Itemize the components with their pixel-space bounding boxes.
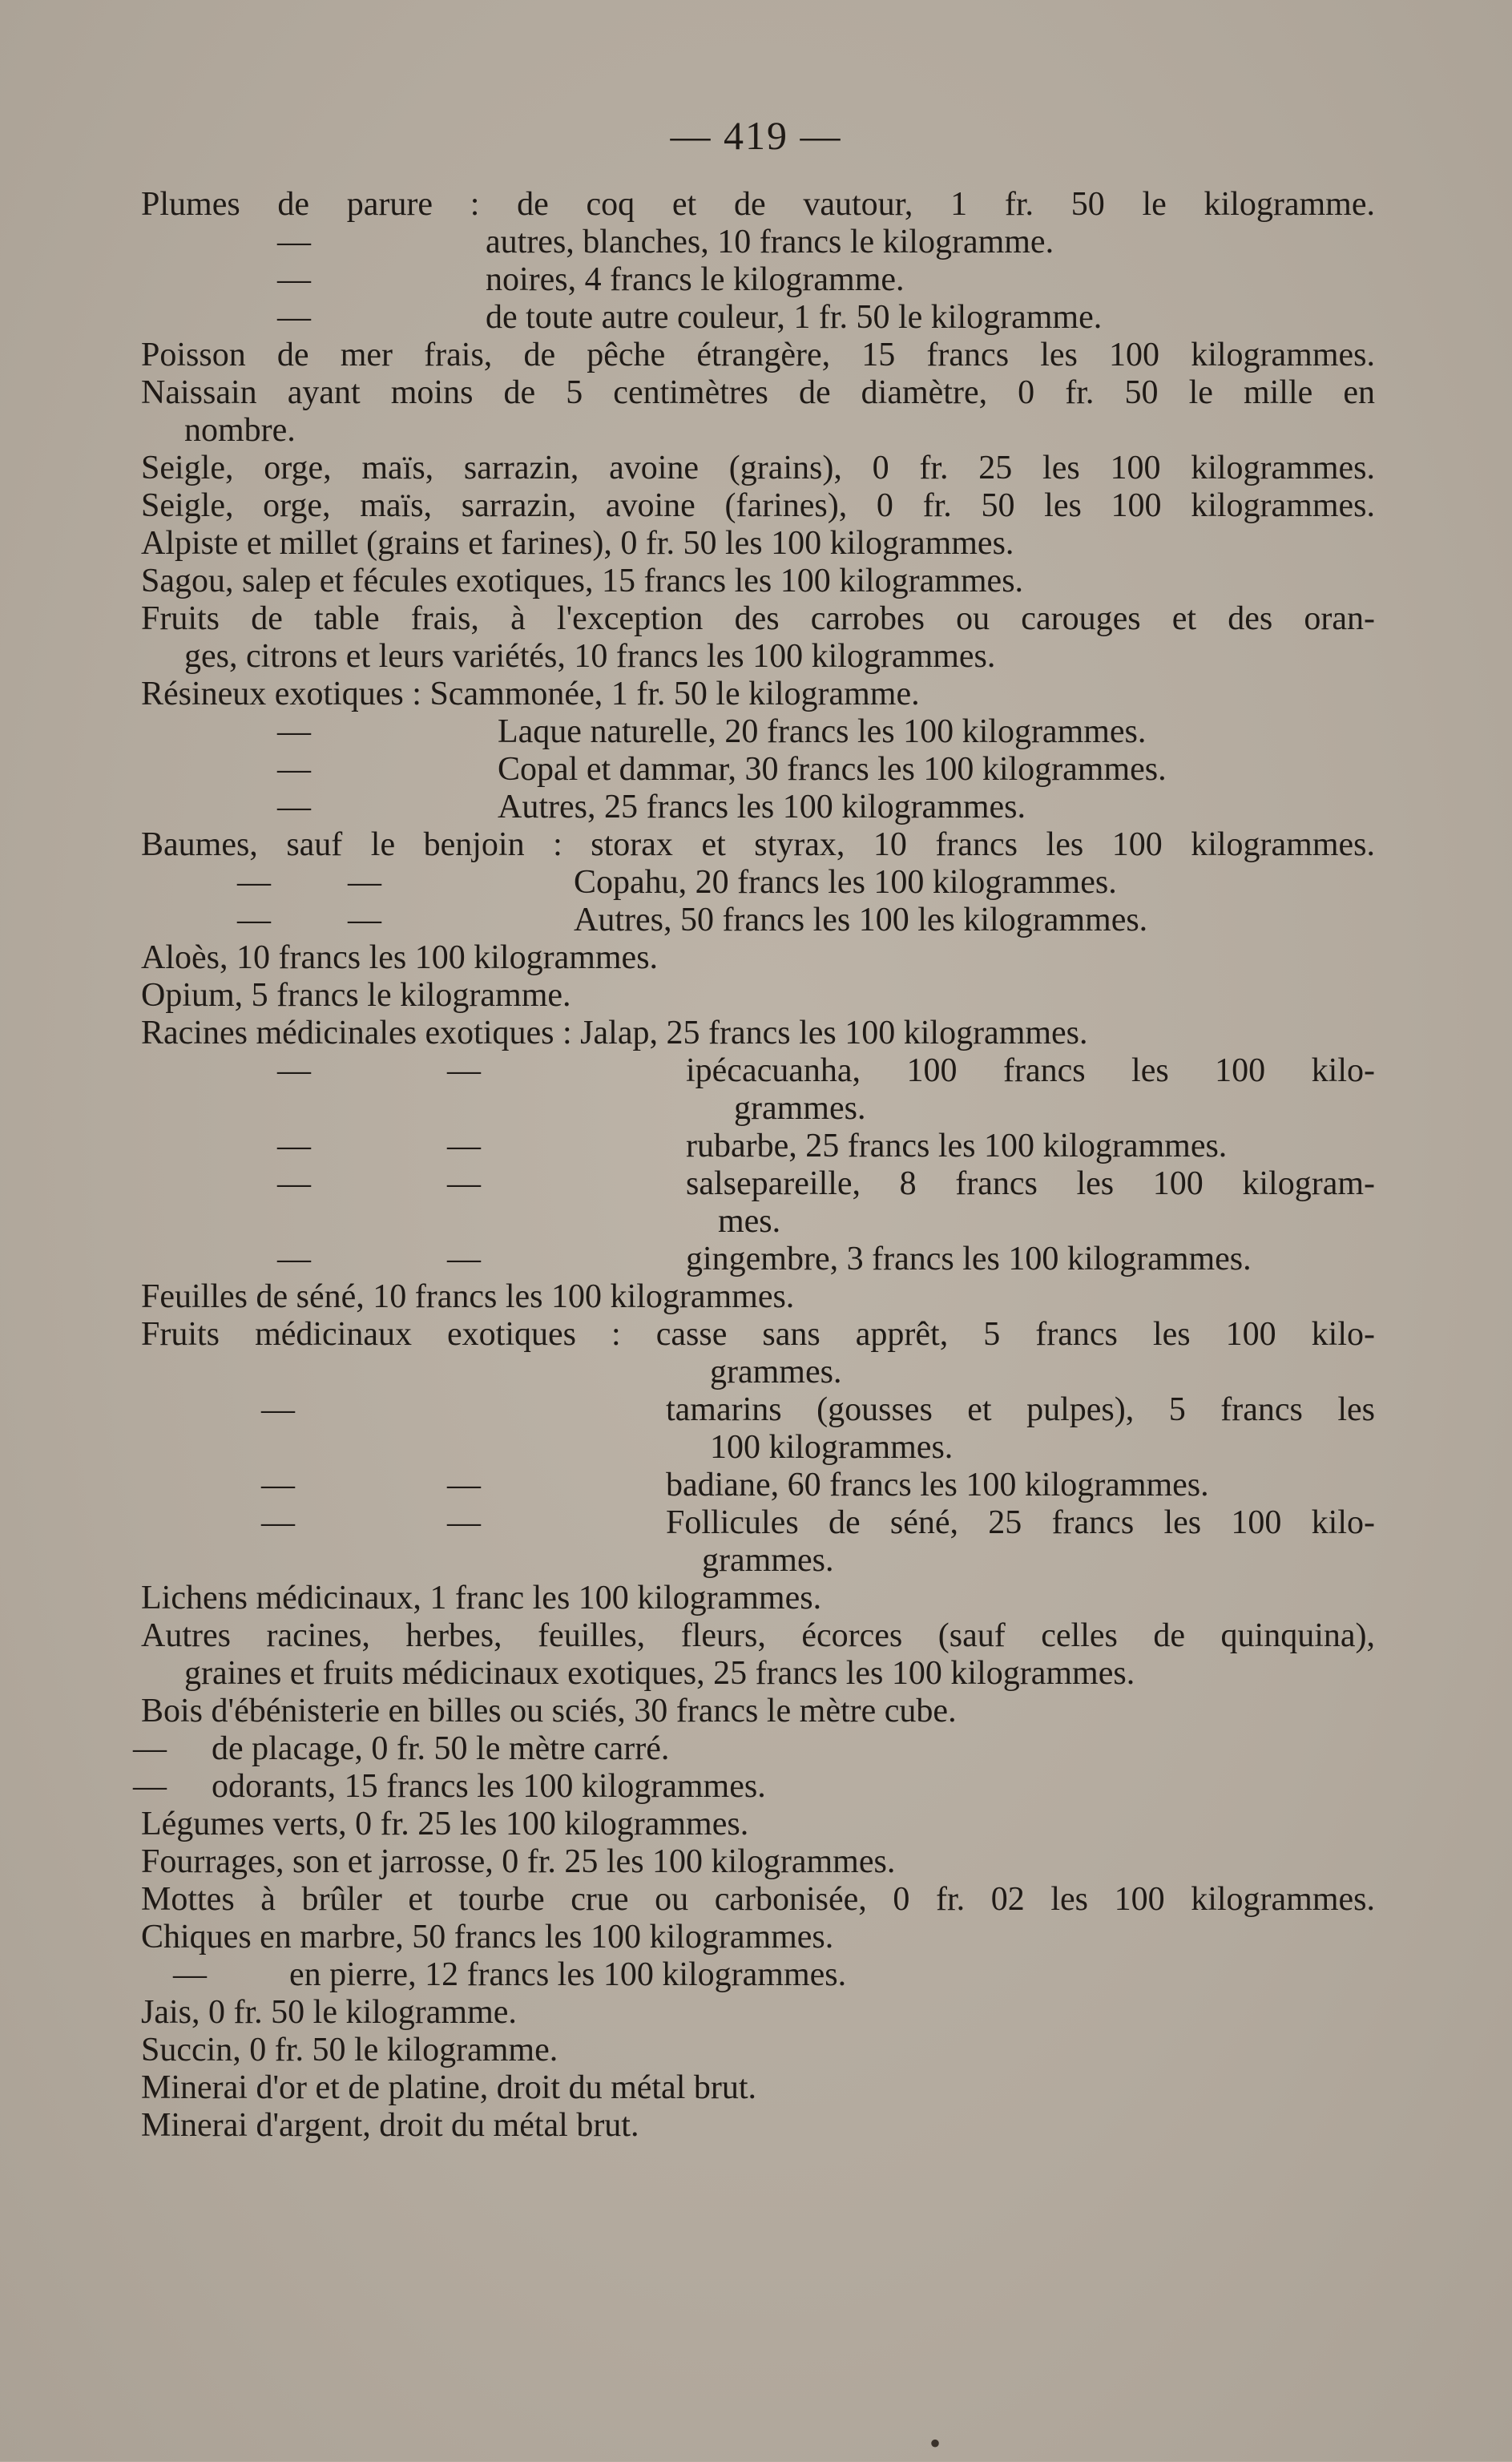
line-text: Follicules de séné, 25 francs les 100 kilo- bbox=[666, 1504, 1375, 1541]
line-text: nombre. bbox=[184, 412, 296, 449]
line-text: salsepareille, 8 francs les 100 kilogram- bbox=[686, 1165, 1375, 1202]
text-line bbox=[141, 1316, 1375, 1354]
text-line bbox=[141, 1881, 1375, 1919]
ditto-dash: — bbox=[133, 1730, 167, 1767]
ditto-dash: — bbox=[237, 902, 271, 938]
text-line bbox=[141, 186, 1375, 224]
text-line bbox=[141, 1278, 1375, 1316]
text-line bbox=[141, 1429, 1375, 1467]
line-text: Laque naturelle, 20 francs les 100 kilogrammes. bbox=[498, 713, 1147, 750]
ditto-dash: — bbox=[447, 1504, 481, 1541]
text-line bbox=[141, 1843, 1375, 1881]
line-text: Aloès, 10 francs les 100 kilogrammes. bbox=[141, 939, 659, 976]
line-text: Minerai d'argent, droit du métal brut. bbox=[141, 2107, 639, 2144]
text-line bbox=[141, 525, 1375, 563]
text-line bbox=[141, 1241, 1375, 1278]
text-line bbox=[141, 1015, 1375, 1052]
text-line bbox=[141, 826, 1375, 864]
text-line bbox=[141, 2032, 1375, 2069]
text-line bbox=[141, 1467, 1375, 1504]
text-line bbox=[141, 1354, 1375, 1391]
text-line bbox=[141, 563, 1375, 600]
text-line bbox=[141, 902, 1375, 939]
line-text: Succin, 0 fr. 50 le kilogramme. bbox=[141, 2032, 558, 2068]
line-text: mes. bbox=[718, 1203, 781, 1240]
ditto-dash: — bbox=[261, 1391, 295, 1428]
line-text: Fruits de table frais, à l'exception des carrobes ou carouges et des oran- bbox=[141, 600, 1375, 637]
line-text: Lichens médicinaux, 1 franc les 100 kilogrammes. bbox=[141, 1580, 822, 1616]
text-line bbox=[141, 713, 1375, 751]
ditto-dash: — bbox=[237, 864, 271, 901]
ditto-dash: — bbox=[277, 1165, 311, 1202]
ditto-dash: — bbox=[277, 713, 311, 750]
ditto-dash: — bbox=[133, 1768, 167, 1805]
ditto-dash: — bbox=[173, 1956, 207, 1993]
line-text: autres, blanches, 10 francs le kilogramme. bbox=[486, 224, 1054, 260]
line-text: 100 kilogrammes. bbox=[710, 1429, 954, 1466]
line-text: de toute autre couleur, 1 fr. 50 le kilogramme. bbox=[486, 299, 1103, 336]
line-text: Poisson de mer frais, de pêche étrangère, 15 francs les 100 kilogrammes. bbox=[141, 337, 1375, 373]
text-line bbox=[141, 1165, 1375, 1203]
ditto-dash: — bbox=[261, 1504, 295, 1541]
text-line bbox=[141, 1994, 1375, 2032]
ditto-dash: — bbox=[447, 1128, 481, 1164]
line-text: noires, 4 francs le kilogramme. bbox=[486, 261, 905, 298]
line-text: rubarbe, 25 francs les 100 kilogrammes. bbox=[686, 1128, 1228, 1164]
text-line bbox=[141, 1504, 1375, 1542]
line-text: en pierre, 12 francs les 100 kilogrammes. bbox=[289, 1956, 847, 1993]
ditto-dash: — bbox=[277, 789, 311, 825]
text-line bbox=[141, 1655, 1375, 1693]
text-line bbox=[141, 939, 1375, 977]
line-text: odorants, 15 francs les 100 kilogrammes. bbox=[212, 1768, 766, 1805]
text-line bbox=[141, 600, 1375, 638]
line-text: Fourrages, son et jarrosse, 0 fr. 25 les 100 kilogrammes. bbox=[141, 1843, 896, 1880]
line-text: Résineux exotiques : Scammonée, 1 fr. 50 le kilogramme. bbox=[141, 676, 920, 712]
line-text: Sagou, salep et fécules exotiques, 15 francs les 100 kilogrammes. bbox=[141, 563, 1024, 599]
text-line bbox=[141, 1128, 1375, 1165]
line-text: Bois d'ébénisterie en billes ou sciés, 30 francs le mètre cube. bbox=[141, 1693, 957, 1729]
line-text: badiane, 60 francs les 100 kilogrammes. bbox=[666, 1467, 1209, 1503]
text-line bbox=[141, 676, 1375, 713]
text-line bbox=[141, 1391, 1375, 1429]
text-line bbox=[141, 977, 1375, 1015]
text-line bbox=[141, 487, 1375, 525]
line-text: Seigle, orge, maïs, sarrazin, avoine (grains), 0 fr. 25 les 100 kilogrammes. bbox=[141, 450, 1375, 486]
line-text: Fruits médicinaux exotiques : casse sans apprêt, 5 francs les 100 kilo- bbox=[141, 1316, 1375, 1353]
text-line bbox=[141, 1693, 1375, 1730]
line-text: grammes. bbox=[734, 1090, 866, 1127]
text-line bbox=[141, 1090, 1375, 1128]
line-text: Mottes à brûler et tourbe crue ou carbonisée, 0 fr. 02 les 100 kilogrammes. bbox=[141, 1881, 1375, 1918]
line-text: grammes. bbox=[702, 1542, 834, 1579]
text-line bbox=[141, 864, 1375, 902]
ditto-dash: — bbox=[277, 1128, 311, 1164]
line-text: graines et fruits médicinaux exotiques, 25 francs les 100 kilogrammes. bbox=[184, 1655, 1135, 1692]
ditto-dash: — bbox=[277, 299, 311, 336]
line-text: Baumes, sauf le benjoin : storax et styrax, 10 francs les 100 kilogrammes. bbox=[141, 826, 1375, 863]
text-line bbox=[141, 337, 1375, 374]
tariff-list bbox=[133, 186, 1375, 2145]
text-line bbox=[141, 751, 1375, 789]
ink-speck: • bbox=[929, 2425, 941, 2461]
text-line bbox=[141, 1203, 1375, 1241]
text-line bbox=[141, 2069, 1375, 2107]
line-text: Naissain ayant moins de 5 centimètres de diamètre, 0 fr. 50 le mille en bbox=[141, 374, 1375, 411]
text-line bbox=[141, 261, 1375, 299]
ditto-dash: — bbox=[348, 864, 381, 901]
text-line bbox=[141, 224, 1375, 261]
text-line bbox=[141, 2107, 1375, 2145]
ditto-dash: — bbox=[277, 261, 311, 298]
ditto-dash: — bbox=[447, 1467, 481, 1503]
line-text: Autres, 25 francs les 100 kilogrammes. bbox=[498, 789, 1026, 825]
text-line bbox=[141, 299, 1375, 337]
text-line bbox=[141, 1919, 1375, 1956]
ditto-dash: — bbox=[277, 751, 311, 788]
line-text: Opium, 5 francs le kilogramme. bbox=[141, 977, 571, 1014]
line-text: Copahu, 20 francs les 100 kilogrammes. bbox=[574, 864, 1117, 901]
text-line bbox=[141, 1806, 1375, 1843]
text-line bbox=[141, 789, 1375, 826]
ditto-dash: — bbox=[447, 1165, 481, 1202]
text-line bbox=[141, 374, 1375, 412]
ditto-dash: — bbox=[348, 902, 381, 938]
line-text: Légumes verts, 0 fr. 25 les 100 kilogrammes. bbox=[141, 1806, 749, 1842]
page-number: — 419 — bbox=[670, 113, 842, 158]
text-line bbox=[141, 450, 1375, 487]
text-line bbox=[133, 1768, 1375, 1806]
line-text: ipécacuanha, 100 francs les 100 kilo- bbox=[686, 1052, 1375, 1089]
line-text: tamarins (gousses et pulpes), 5 francs les bbox=[666, 1391, 1375, 1428]
ditto-dash: — bbox=[261, 1467, 295, 1503]
text-line bbox=[141, 1956, 1375, 1994]
line-text: Copal et dammar, 30 francs les 100 kilogrammes. bbox=[498, 751, 1167, 788]
ditto-dash: — bbox=[277, 1052, 311, 1089]
line-text: Minerai d'or et de platine, droit du métal brut. bbox=[141, 2069, 757, 2106]
ditto-dash: — bbox=[447, 1241, 481, 1277]
text-line bbox=[141, 1542, 1375, 1580]
line-text: Autres, 50 francs les 100 les kilogrammes. bbox=[574, 902, 1148, 938]
line-text: Racines médicinales exotiques : Jalap, 25 francs les 100 kilogrammes. bbox=[141, 1015, 1088, 1051]
line-text: de placage, 0 fr. 50 le mètre carré. bbox=[212, 1730, 670, 1767]
text-line bbox=[141, 1617, 1375, 1655]
line-text: Alpiste et millet (grains et farines), 0 fr. 50 les 100 kilogrammes. bbox=[141, 525, 1014, 562]
text-line bbox=[141, 638, 1375, 676]
text-line bbox=[141, 1052, 1375, 1090]
line-text: Chiques en marbre, 50 francs les 100 kilogrammes. bbox=[141, 1919, 834, 1955]
line-text: Seigle, orge, maïs, sarrazin, avoine (farines), 0 fr. 50 les 100 kilogrammes. bbox=[141, 487, 1375, 524]
text-line bbox=[133, 1730, 1375, 1768]
line-text: Autres racines, herbes, feuilles, fleurs, écorces (sauf celles de quinquina), bbox=[141, 1617, 1375, 1654]
ditto-dash: — bbox=[447, 1052, 481, 1089]
line-text: ges, citrons et leurs variétés, 10 francs les 100 kilogrammes. bbox=[184, 638, 996, 675]
line-text: Feuilles de séné, 10 francs les 100 kilogrammes. bbox=[141, 1278, 795, 1315]
line-text: Jais, 0 fr. 50 le kilogramme. bbox=[141, 1994, 517, 2031]
line-text: Plumes de parure : de coq et de vautour, 1 fr. 50 le kilogramme. bbox=[141, 186, 1375, 223]
text-line bbox=[141, 1580, 1375, 1617]
ditto-dash: — bbox=[277, 224, 311, 260]
ditto-dash: — bbox=[277, 1241, 311, 1277]
text-line bbox=[141, 412, 1375, 450]
line-text: gingembre, 3 francs les 100 kilogrammes. bbox=[686, 1241, 1252, 1277]
line-text: grammes. bbox=[710, 1354, 842, 1390]
